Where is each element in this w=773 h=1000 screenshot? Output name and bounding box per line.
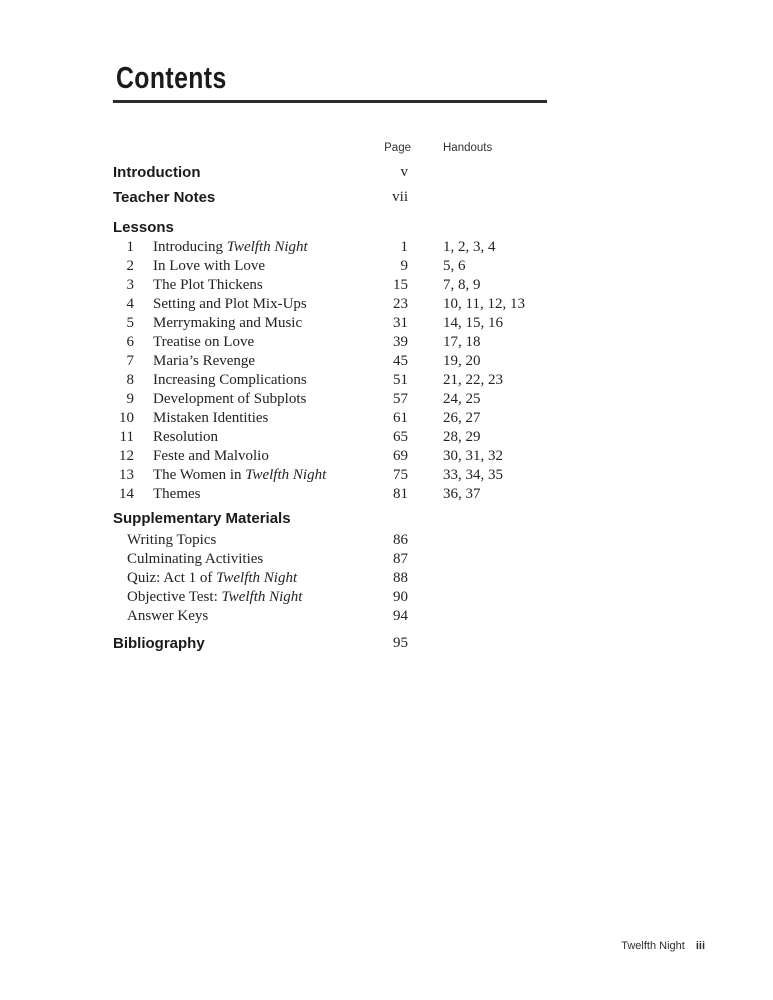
handout-numbers: 5, 6	[443, 258, 466, 274]
page-number: 81	[393, 486, 408, 502]
toc-row-culminating-activities	[113, 550, 733, 569]
lesson-number: 3	[126, 277, 134, 293]
page-number: 95	[393, 635, 408, 651]
toc-row-lesson-2	[113, 257, 733, 276]
footer-book-title: Twelfth Night	[621, 940, 685, 952]
lesson-title: Mistaken Identities	[153, 410, 269, 426]
toc-row-lesson-8	[113, 371, 733, 390]
toc-row-lesson-10	[113, 409, 733, 428]
lesson-number: 9	[126, 391, 134, 407]
lesson-number: 11	[119, 429, 134, 445]
handout-numbers: 30, 31, 32	[443, 448, 503, 464]
section-label: Introduction	[113, 164, 201, 181]
section-label: Supplementary Materials	[113, 510, 291, 527]
lesson-title: Merrymaking and Music	[153, 315, 303, 331]
handout-numbers: 26, 27	[443, 410, 481, 426]
handout-numbers: 14, 15, 16	[443, 315, 503, 331]
lesson-number: 7	[126, 353, 134, 369]
lesson-title: Maria’s Revenge	[153, 353, 256, 369]
lesson-title: Development of Subplots	[153, 391, 307, 407]
page-number: 51	[393, 372, 408, 388]
page-number: 45	[393, 353, 408, 369]
column-header-page: Page	[384, 142, 411, 154]
toc-row-quiz	[113, 569, 733, 588]
toc-row-lesson-14	[113, 485, 733, 504]
toc-row-lesson-9	[113, 390, 733, 409]
handout-numbers: 28, 29	[443, 429, 481, 445]
toc-row-lesson-7	[113, 352, 733, 371]
toc-row-lesson-5	[113, 314, 733, 333]
item-title: Quiz: Act 1 of Twelfth Night	[127, 570, 298, 586]
page-number: 88	[393, 570, 408, 586]
item-title: Objective Test: Twelfth Night	[127, 589, 303, 605]
page-number: 65	[393, 429, 408, 445]
page-number: 75	[393, 467, 408, 483]
page-number: 61	[393, 410, 408, 426]
page-number: 15	[393, 277, 408, 293]
page-number: 9	[400, 258, 408, 274]
lesson-number: 13	[119, 467, 134, 483]
toc-row-writing-topics	[113, 531, 733, 550]
lesson-title: Resolution	[153, 429, 219, 445]
page-number: 31	[393, 315, 408, 331]
toc-row-answer-keys	[113, 607, 733, 626]
handout-numbers: 24, 25	[443, 391, 481, 407]
handout-numbers: 21, 22, 23	[443, 372, 503, 388]
lesson-number: 4	[126, 296, 134, 312]
lesson-number: 6	[126, 334, 134, 350]
handout-numbers: 17, 18	[443, 334, 481, 350]
item-title: Writing Topics	[127, 532, 217, 548]
page-number: 1	[400, 239, 408, 255]
title-rule	[113, 100, 547, 103]
toc-row-lesson-11	[113, 428, 733, 447]
lesson-title: Increasing Complications	[153, 372, 307, 388]
toc-row-lesson-13	[113, 466, 733, 485]
toc-row-lesson-3	[113, 276, 733, 295]
toc-row-lesson-1	[113, 238, 733, 257]
handout-numbers: 1, 2, 3, 4	[443, 239, 496, 255]
lesson-number: 12	[119, 448, 134, 464]
toc-row-lesson-6	[113, 333, 733, 352]
lesson-number: 2	[126, 258, 134, 274]
toc-section-supplementary	[113, 509, 733, 528]
item-title: Answer Keys	[127, 608, 209, 624]
section-label: Teacher Notes	[113, 189, 216, 206]
page-number: 23	[393, 296, 408, 312]
handout-numbers: 19, 20	[443, 353, 481, 369]
lesson-title: Feste and Malvolio	[153, 448, 269, 464]
handout-numbers: 7, 8, 9	[443, 277, 481, 293]
page-number: 94	[393, 608, 408, 624]
toc-row-lesson-12	[113, 447, 733, 466]
lesson-number: 1	[126, 239, 134, 255]
item-title: Culminating Activities	[127, 551, 264, 567]
page-number: v	[400, 164, 408, 180]
page-number: 90	[393, 589, 408, 605]
handout-numbers: 10, 11, 12, 13	[443, 296, 525, 312]
lesson-title: The Women in Twelfth Night	[153, 467, 327, 483]
handout-numbers: 33, 34, 35	[443, 467, 503, 483]
handout-numbers: 36, 37	[443, 486, 481, 502]
lesson-title: Treatise on Love	[153, 334, 255, 350]
toc-row-introduction	[113, 163, 733, 182]
toc-row-objective-test	[113, 588, 733, 607]
page-footer	[621, 939, 705, 953]
toc-row-teacher-notes	[113, 188, 733, 207]
page-number: 86	[393, 532, 408, 548]
lesson-title: The Plot Thickens	[153, 277, 263, 293]
section-label: Bibliography	[113, 635, 205, 652]
page-number: 87	[393, 551, 408, 567]
toc-row-lesson-4	[113, 295, 733, 314]
lesson-number: 8	[126, 372, 134, 388]
page-title: Contents	[116, 60, 227, 95]
lesson-title: Themes	[153, 486, 201, 502]
lesson-number: 14	[119, 486, 134, 502]
toc-section-lessons	[113, 218, 733, 237]
lesson-title: Introducing Twelfth Night	[153, 239, 308, 255]
toc-row-bibliography	[113, 634, 733, 653]
page-number: 57	[393, 391, 408, 407]
lesson-number: 5	[126, 315, 134, 331]
lesson-title: Setting and Plot Mix-Ups	[153, 296, 307, 312]
lesson-title: In Love with Love	[153, 258, 266, 274]
footer-page-number: iii	[695, 940, 705, 952]
page-number: 39	[393, 334, 408, 350]
lesson-number: 10	[119, 410, 134, 426]
page-number: 69	[393, 448, 408, 464]
section-label: Lessons	[113, 219, 174, 236]
column-header-handouts: Handouts	[443, 142, 493, 154]
page-number: vii	[392, 189, 408, 205]
